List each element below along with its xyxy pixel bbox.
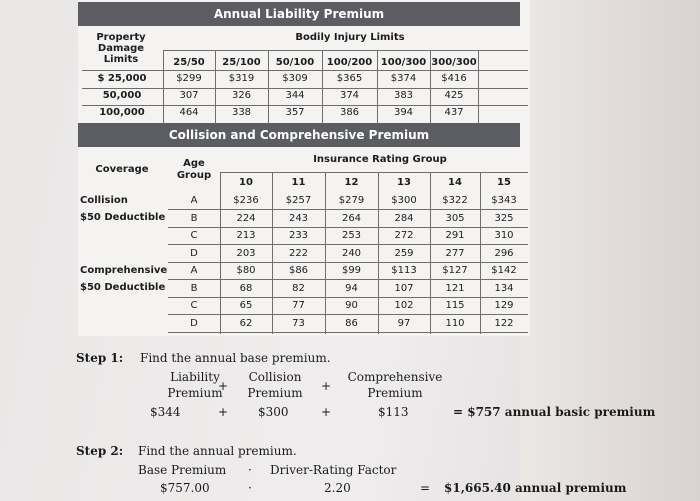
annual-premium-result: $1,665.40 annual premium <box>444 481 627 495</box>
property-damage-limits-header: Property Damage Limits <box>96 32 146 65</box>
age-group-cell: B <box>190 213 198 224</box>
collision-comprehensive-premium-cell: $343 <box>491 195 517 206</box>
collision-premium-label: Collision Premium <box>247 370 303 400</box>
collision-comprehensive-premium-cell: $279 <box>338 195 365 206</box>
rating-group-column-header: 10 <box>239 177 253 188</box>
collision-comprehensive-premium-cell: 77 <box>292 300 305 311</box>
collision-comprehensive-premium-cell: 253 <box>341 230 362 241</box>
rating-group-column-header: 13 <box>397 177 411 188</box>
plus-sign-2: + <box>321 379 332 393</box>
liability-premium-cell: $309 <box>282 73 308 84</box>
table-gridline <box>220 172 528 173</box>
collision-comprehensive-premium-cell: $127 <box>442 265 468 276</box>
age-group-cell: A <box>190 195 198 206</box>
collision-comprehensive-premium-cell: 291 <box>445 230 465 241</box>
collision-comprehensive-premium-cell: 122 <box>494 318 514 329</box>
age-group-cell: C <box>190 230 198 241</box>
collision-table-title: Collision and Comprehensive Premium <box>78 123 520 147</box>
bi-limit-column-header: 50/100 <box>275 57 315 68</box>
collision-comprehensive-premium-cell: 86 <box>345 318 358 329</box>
liability-premium-cell: $365 <box>336 73 363 84</box>
age-group-header: Age Group <box>176 158 212 181</box>
equals-sign: = <box>420 481 431 495</box>
table-gridline <box>82 105 528 106</box>
deductible-label: $50 Deductible <box>80 212 166 223</box>
coverage-type-label: Comprehensive <box>80 265 168 276</box>
comprehensive-premium-label: Comprehensive Premium <box>347 370 443 400</box>
pd-limit-row-label: 50,000 <box>102 90 142 101</box>
liability-premium-cell: 307 <box>179 90 199 101</box>
collision-comprehensive-premium-cell: 110 <box>445 318 465 329</box>
table-gridline <box>168 297 528 298</box>
age-group-cell: D <box>190 318 198 329</box>
liability-premium-cell: 437 <box>444 107 464 118</box>
bi-limit-column-header: 25/100 <box>222 57 261 68</box>
multiply-dot-1: · <box>248 463 252 477</box>
liability-premium-cell: 394 <box>393 107 414 118</box>
bi-limit-column-header: 100/300 <box>380 57 427 68</box>
step1-instruction: Find the annual base premium. <box>140 351 331 365</box>
collision-comprehensive-premium-cell: 68 <box>239 283 253 294</box>
collision-comprehensive-premium-cell: 224 <box>236 213 256 224</box>
collision-comprehensive-premium-cell: 264 <box>341 213 362 224</box>
collision-comprehensive-premium-cell: $236 <box>233 195 259 206</box>
liability-premium-cell: 344 <box>285 90 305 101</box>
liability-premium-cell: 464 <box>179 107 199 118</box>
liability-premium-cell: 357 <box>285 107 305 118</box>
collision-comprehensive-premium-cell: 233 <box>288 230 309 241</box>
step2-label: Step 2: <box>76 444 124 458</box>
age-group-cell: A <box>190 265 198 276</box>
collision-comprehensive-premium-cell: 121 <box>445 283 465 294</box>
table-gridline <box>82 70 528 71</box>
collision-comprehensive-premium-cell: 296 <box>494 248 514 259</box>
collision-comprehensive-premium-cell: 65 <box>239 300 253 311</box>
collision-comprehensive-premium-cell: $300 <box>391 195 417 206</box>
driver-rating-factor-label: Driver-Rating Factor <box>270 463 397 477</box>
collision-comprehensive-premium-cell: 62 <box>239 318 253 329</box>
coverage-type-label: Collision <box>80 195 128 206</box>
collision-comprehensive-premium-cell: 243 <box>288 213 309 224</box>
collision-comprehensive-premium-cell: $86 <box>288 265 309 276</box>
collision-comprehensive-premium-cell: 284 <box>394 213 414 224</box>
liability-premium-cell: $374 <box>390 73 417 84</box>
table-gridline <box>168 279 528 280</box>
table-gridline <box>168 262 528 263</box>
plus-sign-4: + <box>321 405 332 419</box>
table-gridline <box>478 50 479 124</box>
rating-group-column-header: 12 <box>344 177 359 188</box>
liability-premium-label: Liability Premium <box>167 370 223 400</box>
collision-comprehensive-premium-cell: 102 <box>394 300 414 311</box>
age-group-cell: B <box>190 283 198 294</box>
bi-limit-column-header: 25/50 <box>173 57 205 68</box>
table-gridline <box>168 227 528 228</box>
liability-premium-value: $344 <box>150 405 181 419</box>
liability-premium-cell: $319 <box>228 73 255 84</box>
collision-comprehensive-premium-cell: 277 <box>445 248 465 259</box>
collision-comprehensive-premium-cell: 107 <box>394 283 414 294</box>
plus-sign-1: + <box>218 379 229 393</box>
base-premium-label: Base Premium <box>138 463 227 477</box>
driver-rating-factor-value: 2.20 <box>324 481 351 495</box>
table-gridline <box>168 332 528 333</box>
adjacent-page <box>520 0 700 501</box>
bodily-injury-limits-header: Bodily Injury Limits <box>295 32 405 43</box>
age-group-cell: C <box>190 300 198 311</box>
collision-comprehensive-premium-cell: 73 <box>292 318 305 329</box>
table-gridline <box>168 314 528 315</box>
table-gridline <box>163 50 528 51</box>
collision-comprehensive-premium-cell: 129 <box>494 300 514 311</box>
step2-instruction: Find the annual premium. <box>138 444 297 458</box>
collision-comprehensive-premium-cell: $257 <box>285 195 312 206</box>
collision-comprehensive-premium-cell: 310 <box>494 230 514 241</box>
annual-basic-premium-result: = $757 annual basic premium <box>453 405 656 419</box>
collision-comprehensive-premium-cell: 272 <box>394 230 414 241</box>
collision-comprehensive-premium-cell: $80 <box>236 265 256 276</box>
liability-premium-cell: 338 <box>231 107 252 118</box>
liability-table-title: Annual Liability Premium <box>78 2 520 26</box>
collision-comprehensive-premium-cell: 259 <box>394 248 414 259</box>
rating-group-column-header: 14 <box>448 177 462 188</box>
rating-group-column-header: 11 <box>291 177 306 188</box>
table-gridline <box>168 209 528 210</box>
plus-sign-3: + <box>218 405 229 419</box>
rating-group-column-header: 15 <box>497 177 511 188</box>
liability-premium-cell: 425 <box>444 90 464 101</box>
collision-comprehensive-premium-cell: 203 <box>236 248 256 259</box>
collision-comprehensive-premium-cell: 213 <box>236 230 256 241</box>
deductible-label: $50 Deductible <box>80 282 166 293</box>
liability-premium-cell: $299 <box>176 73 202 84</box>
collision-comprehensive-premium-cell: $113 <box>391 265 417 276</box>
collision-comprehensive-premium-cell: 305 <box>445 213 465 224</box>
collision-comprehensive-premium-cell: 82 <box>292 283 305 294</box>
collision-comprehensive-premium-cell: 240 <box>341 248 362 259</box>
pd-limit-row-label: $ 25,000 <box>97 73 147 84</box>
table-gridline <box>82 88 528 89</box>
collision-comprehensive-premium-cell: 222 <box>288 248 309 259</box>
age-group-cell: D <box>190 248 198 259</box>
collision-comprehensive-premium-cell: $142 <box>491 265 517 276</box>
collision-comprehensive-premium-cell: 97 <box>397 318 411 329</box>
collision-comprehensive-premium-cell: $322 <box>442 195 468 206</box>
comprehensive-premium-value: $113 <box>378 405 409 419</box>
liability-premium-cell: $416 <box>441 73 467 84</box>
collision-premium-value: $300 <box>258 405 289 419</box>
bi-limit-column-header: 100/200 <box>326 57 373 68</box>
bi-limit-column-header: 300/300 <box>431 57 477 68</box>
liability-premium-cell: 326 <box>231 90 252 101</box>
collision-comprehensive-premium-cell: 90 <box>345 300 358 311</box>
multiply-dot-2: · <box>248 481 252 495</box>
liability-premium-cell: 386 <box>339 107 360 118</box>
collision-comprehensive-premium-cell: 325 <box>494 213 514 224</box>
liability-premium-cell: 374 <box>339 90 360 101</box>
collision-comprehensive-premium-cell: 94 <box>345 283 358 294</box>
collision-comprehensive-premium-cell: $99 <box>341 265 362 276</box>
step1-label: Step 1: <box>76 351 124 365</box>
coverage-header: Coverage <box>95 164 149 175</box>
insurance-rating-group-header: Insurance Rating Group <box>313 154 447 165</box>
liability-premium-cell: 383 <box>393 90 414 101</box>
pd-limit-row-label: 100,000 <box>99 107 145 118</box>
table-gridline <box>168 244 528 245</box>
base-premium-value: $757.00 <box>160 481 210 495</box>
collision-comprehensive-premium-cell: 134 <box>494 283 514 294</box>
collision-comprehensive-premium-cell: 115 <box>445 300 465 311</box>
